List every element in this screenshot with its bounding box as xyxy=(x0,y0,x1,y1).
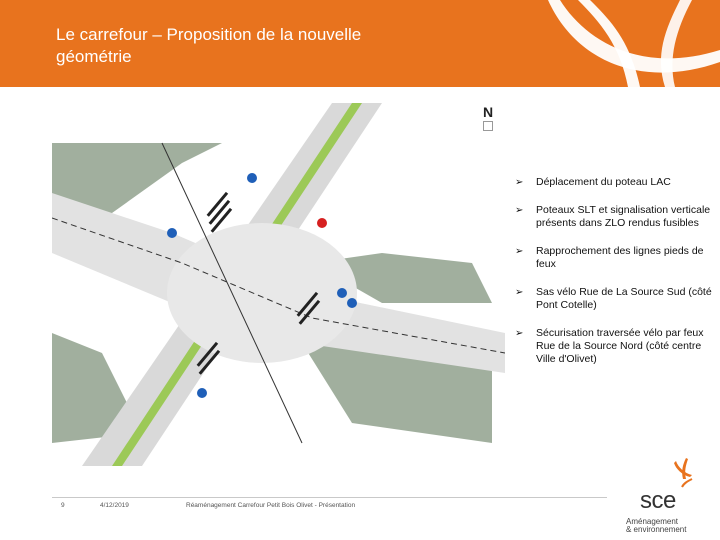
bullet-item xyxy=(510,245,715,271)
sce-subtitle-line1: Aménagement xyxy=(626,517,679,526)
intersection-plan-image xyxy=(52,103,505,466)
bullet-item xyxy=(510,176,715,189)
arrow-bullet-icon: ➢ xyxy=(515,328,524,339)
sce-logo-text: sce xyxy=(640,487,676,514)
bullet-text: Sécurisation traversée vélo par feux Rue de la Source Nord (côté centre Ville d'Olivet) xyxy=(536,327,704,365)
page-number: 9 xyxy=(61,502,65,509)
bullet-item xyxy=(510,286,715,312)
footer-date: 4/12/2019 xyxy=(100,502,129,509)
bullet-text: Sas vélo Rue de La Source Sud (côté Pont Cotelle) xyxy=(536,286,712,311)
title-bar xyxy=(0,0,720,87)
arrow-bullet-icon: ➢ xyxy=(515,177,524,188)
bullet-text: Poteaux SLT et signalisation verticale présents dans ZLO rendus fusibles xyxy=(536,204,711,229)
brand-swoosh-icon xyxy=(490,0,720,87)
bullet-list xyxy=(510,176,715,381)
arrow-bullet-icon: ➢ xyxy=(515,205,524,216)
sce-subtitle-line2: & environnement xyxy=(626,525,687,534)
slide-title: Le carrefour – Proposition de la nouvelle géométrie xyxy=(56,25,362,66)
bullet-item xyxy=(510,204,715,230)
north-arrow xyxy=(479,105,497,135)
bullet-text: Déplacement du poteau LAC xyxy=(536,176,671,188)
arrow-bullet-icon: ➢ xyxy=(515,287,524,298)
arrow-bullet-icon: ➢ xyxy=(515,246,524,257)
intersection-plan-drawing xyxy=(52,103,505,466)
footer-title: Réaménagement Carrefour Petit Bois Olivet - Présentation xyxy=(186,502,356,509)
north-label: N xyxy=(482,104,494,120)
sce-logo-subtitle xyxy=(626,518,686,534)
bullet-item xyxy=(510,327,715,366)
footer xyxy=(52,497,607,510)
bullet-text: Rapprochement des lignes pieds de feux xyxy=(536,245,704,270)
north-marker-icon xyxy=(483,121,493,131)
